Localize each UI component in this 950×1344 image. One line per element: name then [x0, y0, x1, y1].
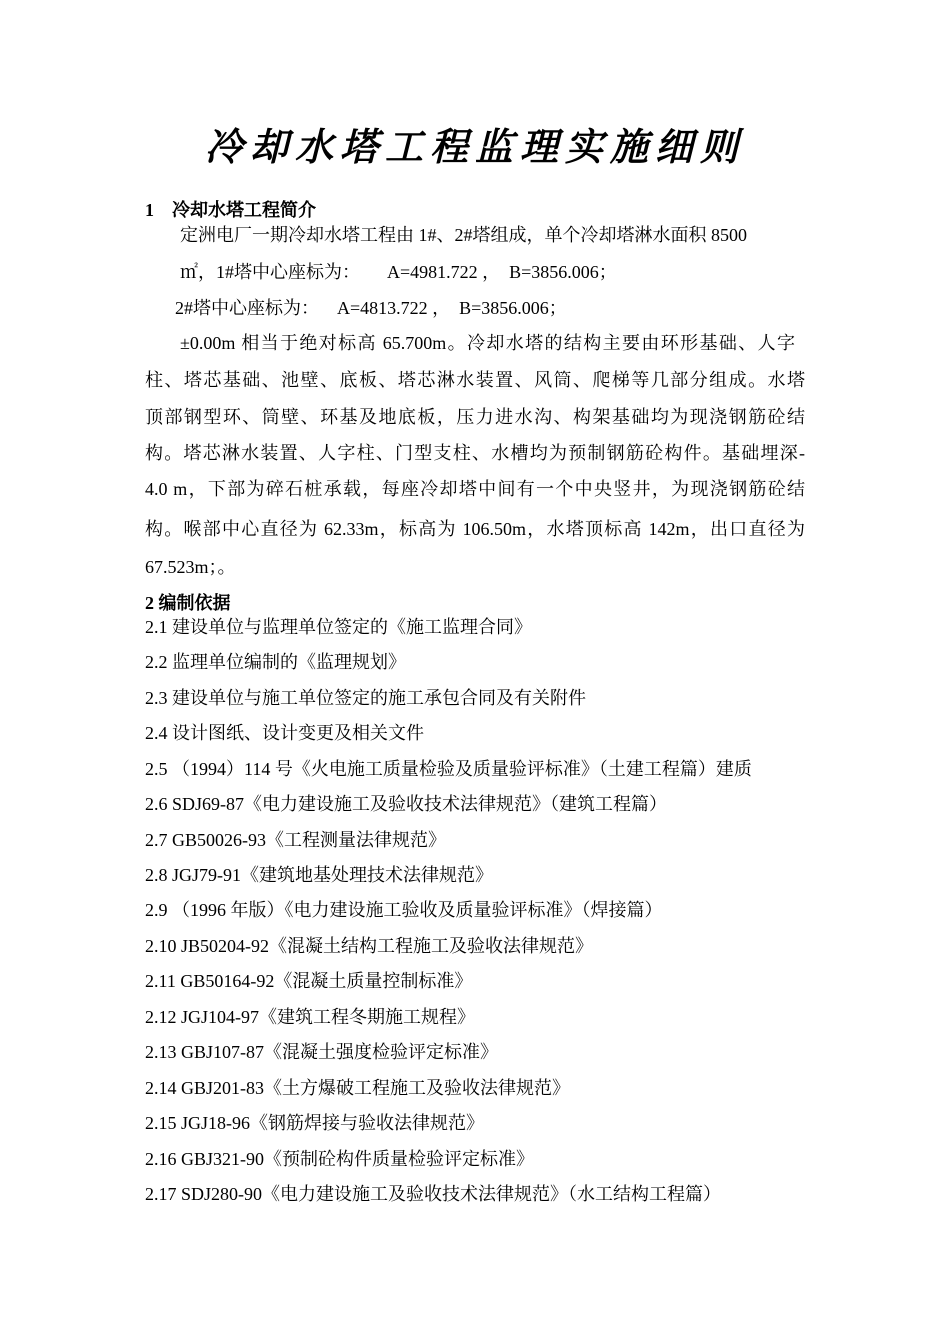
- reference-item: 2.6 SDJ69-87《电力建设施工及验收技术法律规范》（建筑工程篇）: [145, 794, 668, 814]
- section-2-heading: 2 编制依据: [145, 593, 231, 613]
- reference-item: 2.4 设计图纸、设计变更及相关文件: [145, 723, 424, 743]
- paragraph-line: 4.0 m，下部为碎石桩承载，每座冷却塔中间有一个中央竖井，为现浇钢筋砼结: [145, 479, 805, 499]
- reference-item: 2.15 JGJ18-96《钢筋焊接与验收法律规范》: [145, 1113, 485, 1133]
- reference-item: 2.3 建设单位与施工单位签定的施工承包合同及有关附件: [145, 688, 586, 708]
- reference-item: 2.17 SDJ280-90《电力建设施工及验收技术法律规范》（水工结构工程篇）: [145, 1184, 722, 1204]
- reference-item: 2.10 JB50204-92《混凝土结构工程施工及验收法律规范》: [145, 936, 594, 956]
- paragraph-line: 2#塔中心座标为： A=4813.722 ， B=3856.006；: [175, 298, 567, 318]
- document-title: 冷却水塔工程监理实施细则: [204, 124, 745, 169]
- paragraph-line: ±0.00m 相当于绝对标高 65.700m。冷却水塔的结构主要由环形基础、人字: [180, 333, 795, 353]
- reference-item: 2.2 监理单位编制的《监理规划》: [145, 652, 406, 672]
- reference-item: 2.13 GBJ107-87《混凝土强度检验评定标准》: [145, 1042, 499, 1062]
- section-1-heading: 1 冷却水塔工程简介: [145, 200, 316, 220]
- paragraph-line: ㎡，1#塔中心座标为： A=4981.722 ， B=3856.006；: [180, 262, 617, 282]
- paragraph-line: 67.523m；。: [145, 557, 236, 577]
- reference-item: 2.11 GB50164-92《混凝土质量控制标准》: [145, 971, 473, 991]
- reference-item: 2.12 JGJ104-97《建筑工程冬期施工规程》: [145, 1007, 476, 1027]
- reference-item: 2.1 建设单位与监理单位签定的《施工监理合同》: [145, 617, 532, 637]
- reference-item: 2.8 JGJ79-91《建筑地基处理技术法律规范》: [145, 865, 494, 885]
- paragraph-line: 顶部钢型环、筒壁、环基及地底板，压力进水沟、构架基础均为现浇钢筋砼结: [145, 407, 805, 427]
- paragraph-line: 柱、塔芯基础、池壁、底板、塔芯淋水装置、风筒、爬梯等几部分组成。水塔: [145, 370, 805, 390]
- reference-item: 2.7 GB50026-93《工程测量法律规范》: [145, 830, 446, 850]
- reference-item: 2.9 （1996 年版）《电力建设施工验收及质量验评标准》（焊接篇）: [145, 900, 663, 920]
- paragraph-line: 构。喉部中心直径为 62.33m，标高为 106.50m，水塔顶标高 142m，出口直径为: [145, 519, 805, 539]
- paragraph-line: 构。塔芯淋水装置、人字柱、门型支柱、水槽均为预制钢筋砼构件。基础埋深-: [145, 443, 805, 463]
- reference-item: 2.16 GBJ321-90《预制砼构件质量检验评定标准》: [145, 1149, 535, 1169]
- reference-item: 2.5 （1994）114 号《火电施工质量检验及质量验评标准》（土建工程篇）建质: [145, 759, 752, 779]
- paragraph-line: 定洲电厂一期冷却水塔工程由 1#、2#塔组成，单个冷却塔淋水面积 8500: [180, 225, 747, 245]
- reference-item: 2.14 GBJ201-83《土方爆破工程施工及验收法律规范》: [145, 1078, 571, 1098]
